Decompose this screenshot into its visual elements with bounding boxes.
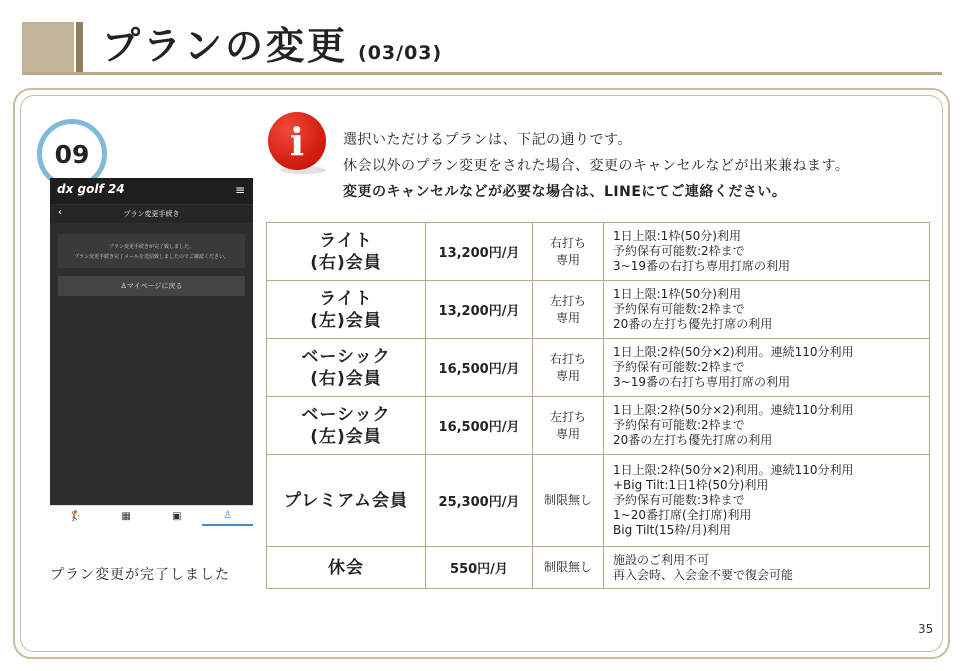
qr-icon[interactable]: ▣ — [172, 510, 182, 522]
page-title-text: プランの変更 — [102, 24, 349, 68]
mypage-button[interactable]: ♙マイページに戻る — [58, 276, 245, 296]
header-decor-bar — [76, 22, 83, 74]
header-decor-block — [22, 22, 74, 74]
note-line-1: 選択いただけるプランは、下記の通りです。 — [343, 132, 632, 148]
plan-name-cell — [267, 397, 426, 455]
plan-name-sub: (左)会員 — [310, 426, 382, 447]
plan-desc-line: 予約保有可能数:2枠まで — [613, 244, 745, 258]
plan-desc-line: Big Tilt(15枠/月)利用 — [613, 523, 732, 537]
plan-desc-line: 20番の左打ち優先打席の利用 — [613, 433, 773, 447]
plan-name-cell — [267, 455, 426, 547]
page-number: 35 — [918, 622, 934, 636]
plan-desc-cell — [604, 281, 930, 339]
plan-desc-cell — [604, 339, 930, 397]
plan-desc-line: 1日上限:2枠(50分×2)利用。連続110分利用 — [613, 345, 854, 359]
plan-desc-line: 1~20番打席(全打席)利用 — [613, 508, 752, 522]
completion-message-line1: プラン変更手続きが完了致しました。 — [108, 244, 194, 250]
plan-name: 休会 — [328, 557, 364, 578]
plan-desc-line: 予約保有可能数:2枠まで — [613, 302, 745, 316]
info-icon: i — [268, 112, 326, 170]
phone-title-bar — [50, 205, 253, 223]
plan-type-cell — [533, 281, 604, 339]
plan-type: 右打ち — [549, 235, 586, 250]
plan-desc-cell — [604, 397, 930, 455]
golfer-icon[interactable]: 🏌 — [69, 510, 82, 522]
plan-type-cell — [533, 547, 604, 589]
note-line-2: 休会以外のプラン変更をされた場合、変更のキャンセルなどが出来兼ねます。 — [343, 158, 850, 174]
calendar-icon[interactable]: ▦ — [121, 510, 131, 522]
plan-desc-line: +Big Tilt:1日1枠(50分)利用 — [613, 478, 769, 492]
step-badge: 09 — [37, 119, 107, 189]
user-icon[interactable]: ♙ — [202, 506, 253, 526]
phone-app-header — [50, 178, 253, 204]
plan-type-cell — [533, 223, 604, 281]
phone-bottom-nav — [50, 505, 253, 526]
app-logo: dx golf 24 — [57, 182, 125, 196]
plan-desc-line: 1日上限:2枠(50分×2)利用。連続110分利用 — [613, 403, 854, 417]
plan-desc-line: 予約保有可能数:2枠まで — [613, 360, 745, 374]
plan-price: 16,500円/月 — [426, 397, 533, 455]
plan-type-sub: 専用 — [555, 368, 580, 383]
plan-name-sub: (右)会員 — [310, 252, 382, 273]
plan-type: 左打ち — [549, 293, 586, 308]
table-row — [267, 455, 930, 547]
plan-type-sub: 専用 — [555, 310, 580, 325]
plan-type-cell — [533, 339, 604, 397]
table-row — [267, 223, 930, 281]
header-underline — [22, 72, 942, 75]
plan-desc-cell — [604, 547, 930, 589]
plan-price: 13,200円/月 — [426, 281, 533, 339]
plan-desc-line: 3~19番の右打ち専用打席の利用 — [613, 375, 790, 389]
note-line-3: 変更のキャンセルなどが必要な場合は、LINEにてご連絡ください。 — [343, 184, 787, 200]
plan-desc-line: 施設のご利用不可 — [613, 552, 710, 567]
plan-desc-line: 予約保有可能数:2枠まで — [613, 418, 745, 432]
table-row — [267, 547, 930, 589]
plan-desc-line: 1日上限:1枠(50分)利用 — [613, 287, 741, 301]
plan-type-cell — [533, 397, 604, 455]
plan-name-cell — [267, 547, 426, 589]
plan-type: 制限無し — [543, 560, 592, 574]
plan-type: 左打ち — [549, 409, 586, 424]
plan-type-cell — [533, 455, 604, 547]
plan-desc-line: 予約保有可能数:3枠まで — [613, 493, 745, 507]
plan-desc-line: 再入会時、入会金不要で復会可能 — [613, 567, 794, 582]
plan-name-sub: (左)会員 — [310, 310, 382, 331]
plan-price: 550円/月 — [426, 547, 533, 589]
plan-name: ベーシック — [301, 346, 391, 367]
plan-desc-line: 20番の左打ち優先打席の利用 — [613, 317, 773, 331]
plan-name: ライト — [319, 230, 373, 251]
page-title — [102, 15, 442, 70]
plan-name: ライト — [319, 288, 373, 309]
table-row — [267, 281, 930, 339]
plan-type: 制限無し — [543, 493, 592, 507]
plan-type-sub: 専用 — [555, 426, 580, 441]
completion-message — [58, 234, 245, 268]
phone-screenshot — [50, 178, 253, 525]
chevron-left-icon[interactable]: ‹ — [58, 207, 62, 218]
plan-type: 右打ち — [549, 351, 586, 366]
plan-name-sub: (右)会員 — [310, 368, 382, 389]
table-row — [267, 339, 930, 397]
plan-desc-line: 1日上限:1枠(50分)利用 — [613, 229, 741, 243]
plan-name: プレミアム会員 — [283, 490, 409, 511]
completion-message-line2: プラン変更手続き完了メールを送信致しましたのでご確認ください。 — [74, 254, 229, 260]
plans-table — [266, 222, 930, 589]
plan-price: 25,300円/月 — [426, 455, 533, 547]
plan-desc-cell — [604, 455, 930, 547]
plan-desc-line: 1日上限:2枠(50分×2)利用。連続110分利用 — [613, 463, 854, 477]
page-title-counter: (03/03) — [358, 42, 443, 64]
plan-desc-cell — [604, 223, 930, 281]
plan-type-sub: 専用 — [555, 252, 580, 267]
phone-bar-title: プラン変更手続き — [123, 210, 180, 218]
table-row — [267, 397, 930, 455]
hamburger-icon[interactable]: ≡ — [234, 183, 245, 197]
notes — [343, 127, 849, 205]
plan-name: ベーシック — [301, 404, 391, 425]
plan-name-cell — [267, 223, 426, 281]
plan-name-cell — [267, 339, 426, 397]
plan-name-cell — [267, 281, 426, 339]
plan-price: 13,200円/月 — [426, 223, 533, 281]
plan-desc-line: 3~19番の右打ち専用打席の利用 — [613, 259, 790, 273]
plan-price: 16,500円/月 — [426, 339, 533, 397]
step-caption: プラン変更が完了しました — [50, 567, 230, 583]
